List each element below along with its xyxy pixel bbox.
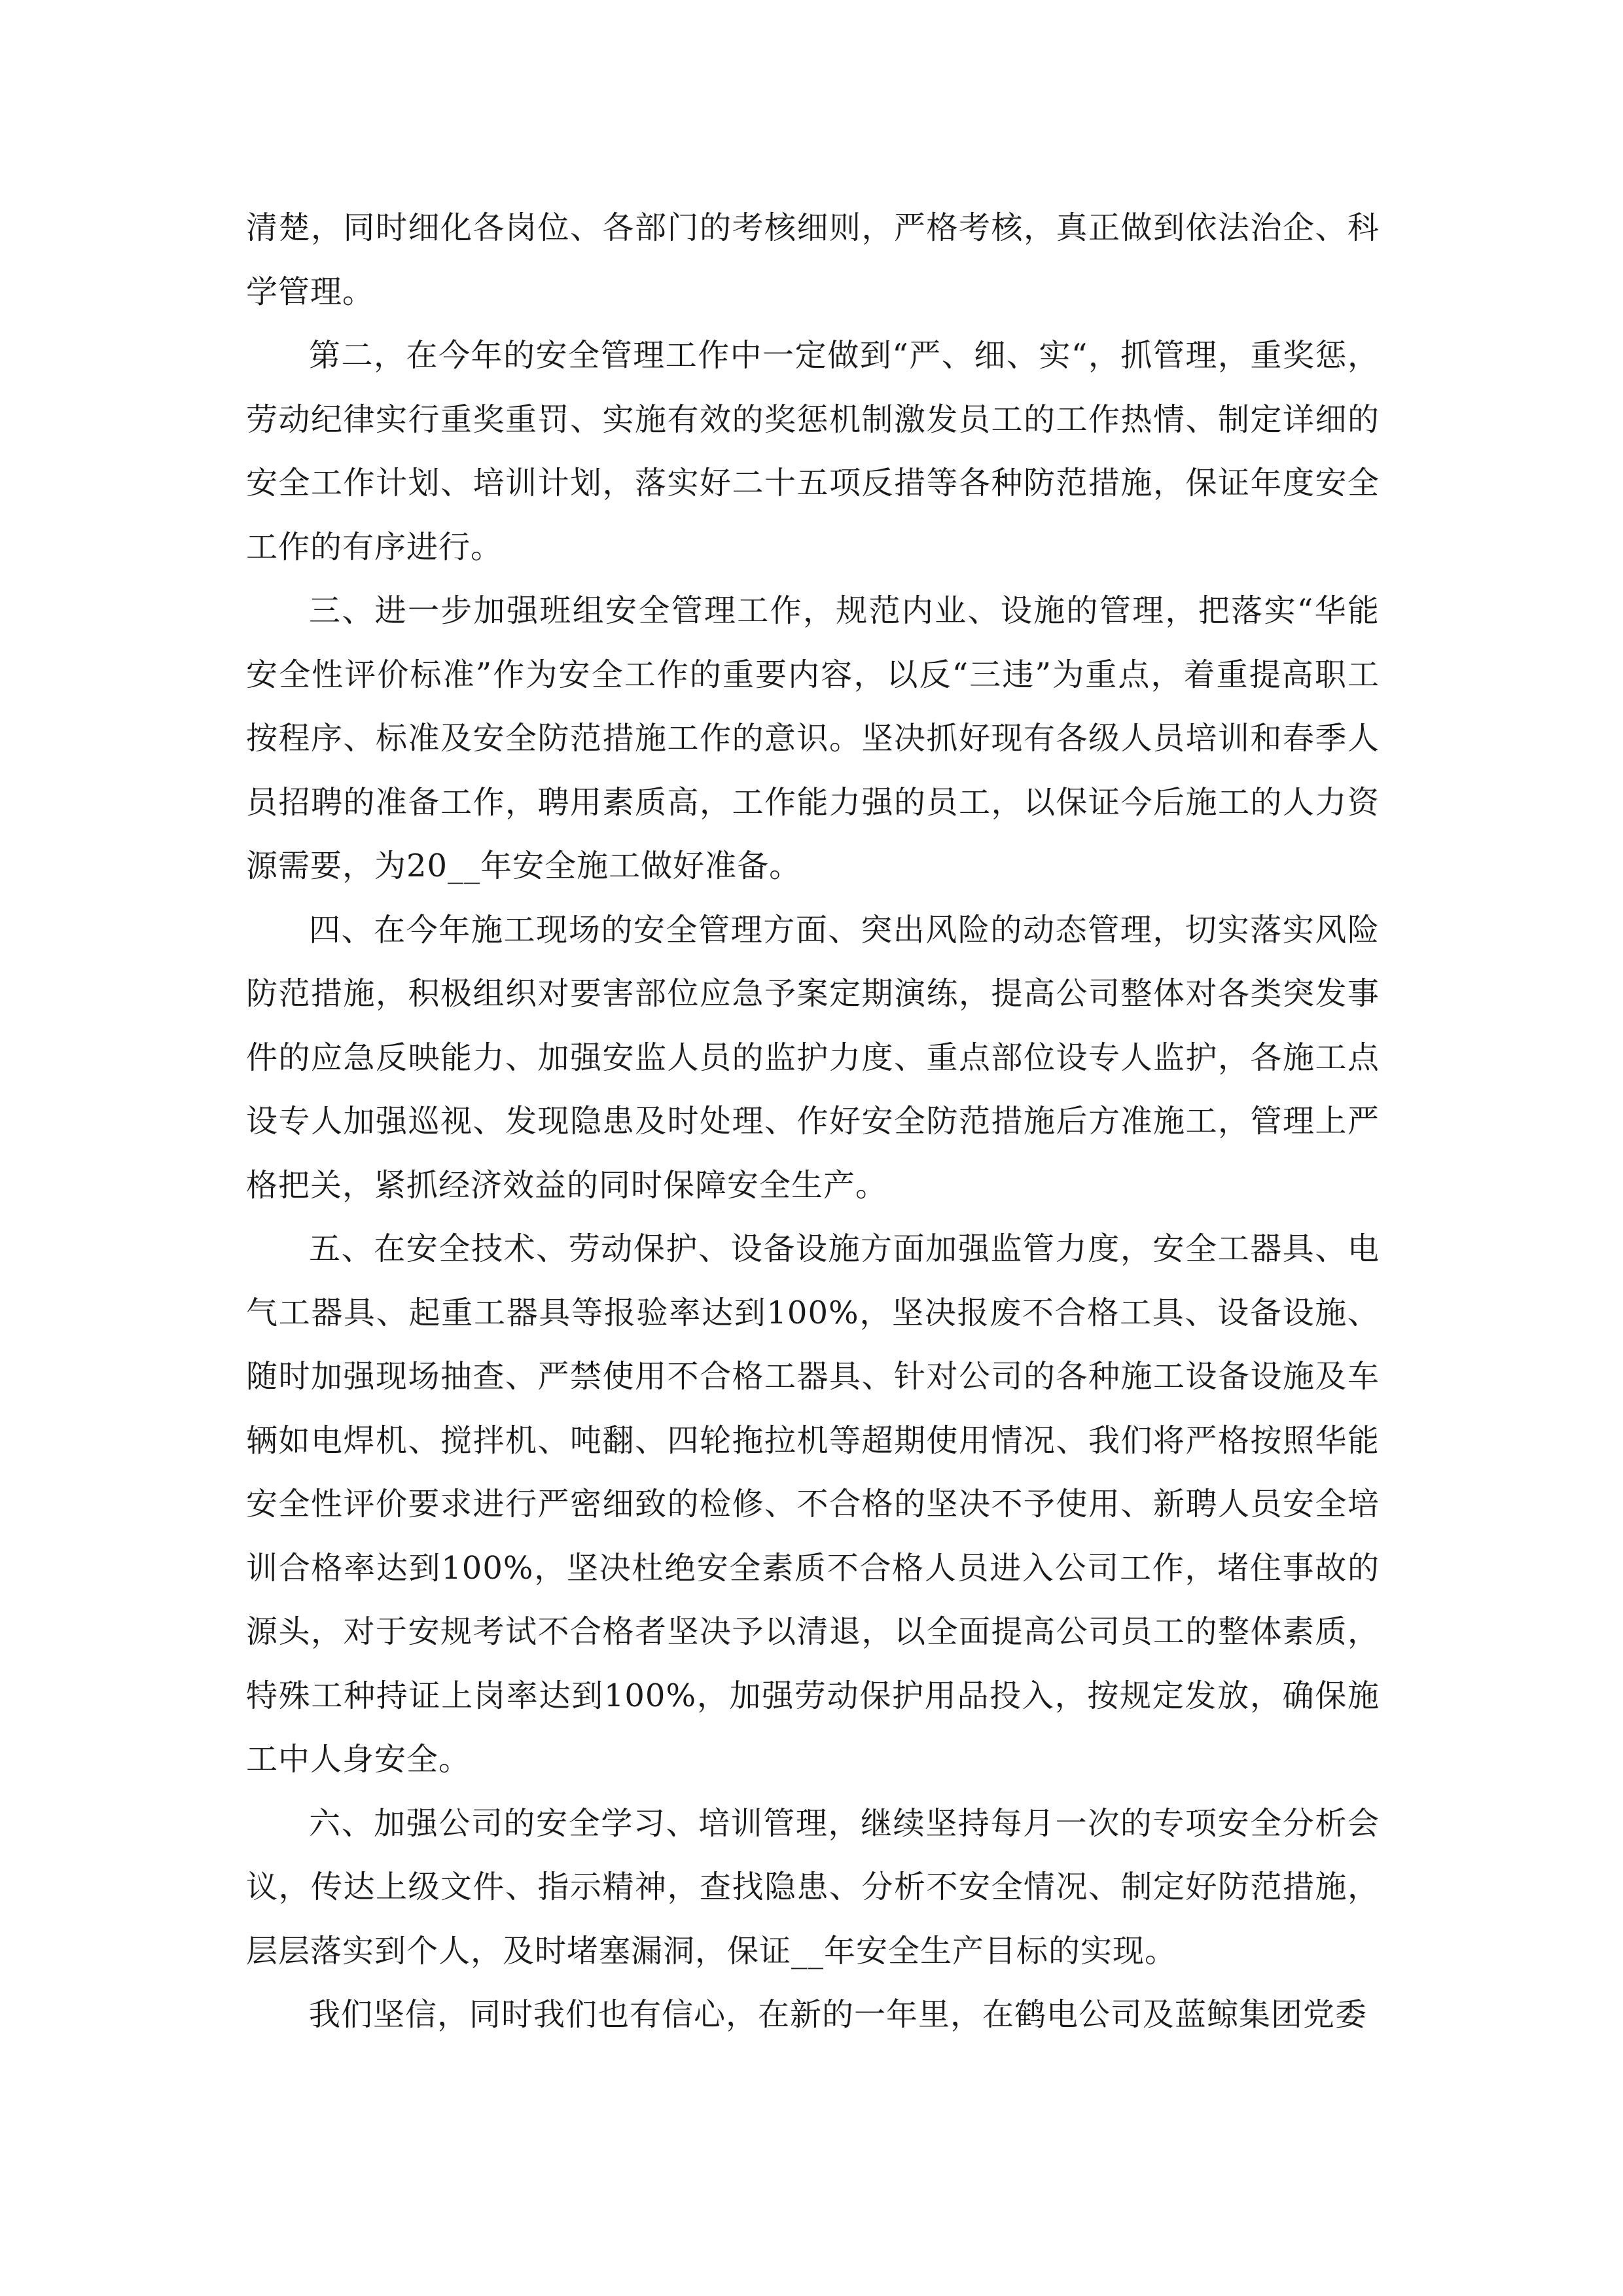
paragraph-fourth: 四、在今年施工现场的安全管理方面、突出风险的动态管理，切实落实风险防范措施，积极组织对要害部位应急予案定期演练，提高公司整体对各类突发事件的应急反映能力、加强安监人员的监护力度、重点部位设专人监护，各施工点设专人加强巡视、发现隐患及时处理、作好安全防范措施后方准施工，管理上严格把关，紧抓经济效益的同时保障安全生产。 [246, 911, 1380, 1204]
paragraph-continuation: 清楚，同时细化各岗位、各部门的考核细则，严格考核，真正做到依法治企、科学管理。 [246, 209, 1380, 310]
paragraph-second: 第二，在今年的安全管理工作中一定做到“严、细、实“，抓管理，重奖惩，劳动纪律实行重奖重罚、实施有效的奖惩机制激发员工的工作热情、制定详细的安全工作计划、培训计划，落实好二十五项反措等各种防范措施，保证年度安全工作的有序进行。 [246, 337, 1380, 565]
paragraph-fifth: 五、在安全技术、劳动保护、设备设施方面加强监管力度，安全工器具、电气工器具、起重工器具等报验率达到100%，坚决报废不合格工具、设备设施、随时加强现场抽查、严禁使用不合格工器具、针对公司的各种施工设备设施及车辆如电焊机、搅拌机、吨翻、四轮拖拉机等超期使用情况、我们将严格按照华能安全性评价要求进行严密细致的检修、不合格的坚决不予使用、新聘人员安全培训合格率达到100%，坚决杜绝安全素质不合格人员进入公司工作，堵住事故的源头，对于安规考试不合格者坚决予以清退，以全面提高公司员工的整体素质，特殊工种持证上岗率达到100%，加强劳动保护用品投入，按规定发放，确保施工中人身安全。 [246, 1230, 1380, 1778]
paragraph-closing: 我们坚信，同时我们也有信心，在新的一年里，在鹤电公司及蓝鲸集团党委 [309, 1996, 1368, 2033]
paragraph-sixth: 六、加强公司的安全学习、培训管理，继续坚持每月一次的专项安全分析会议，传达上级文件、指示精神，查找隐患、分析不安全情况、制定好防范措施，层层落实到个人，及时堵塞漏洞，保证__年安全生产目标的实现。 [246, 1804, 1380, 1969]
document-body [246, 196, 1380, 2047]
paragraph-third: 三、进一步加强班组安全管理工作，规范内业、设施的管理，把落实“华能安全性评价标准”作为安全工作的重要内容，以反“三违”为重点，着重提高职工按程序、标准及安全防范措施工作的意识。坚决抓好现有各级人员培训和春季人员招聘的准备工作，聘用素质高，工作能力强的员工，以保证今后施工的人力资源需要，为20__年安全施工做好准备。 [246, 592, 1380, 884]
